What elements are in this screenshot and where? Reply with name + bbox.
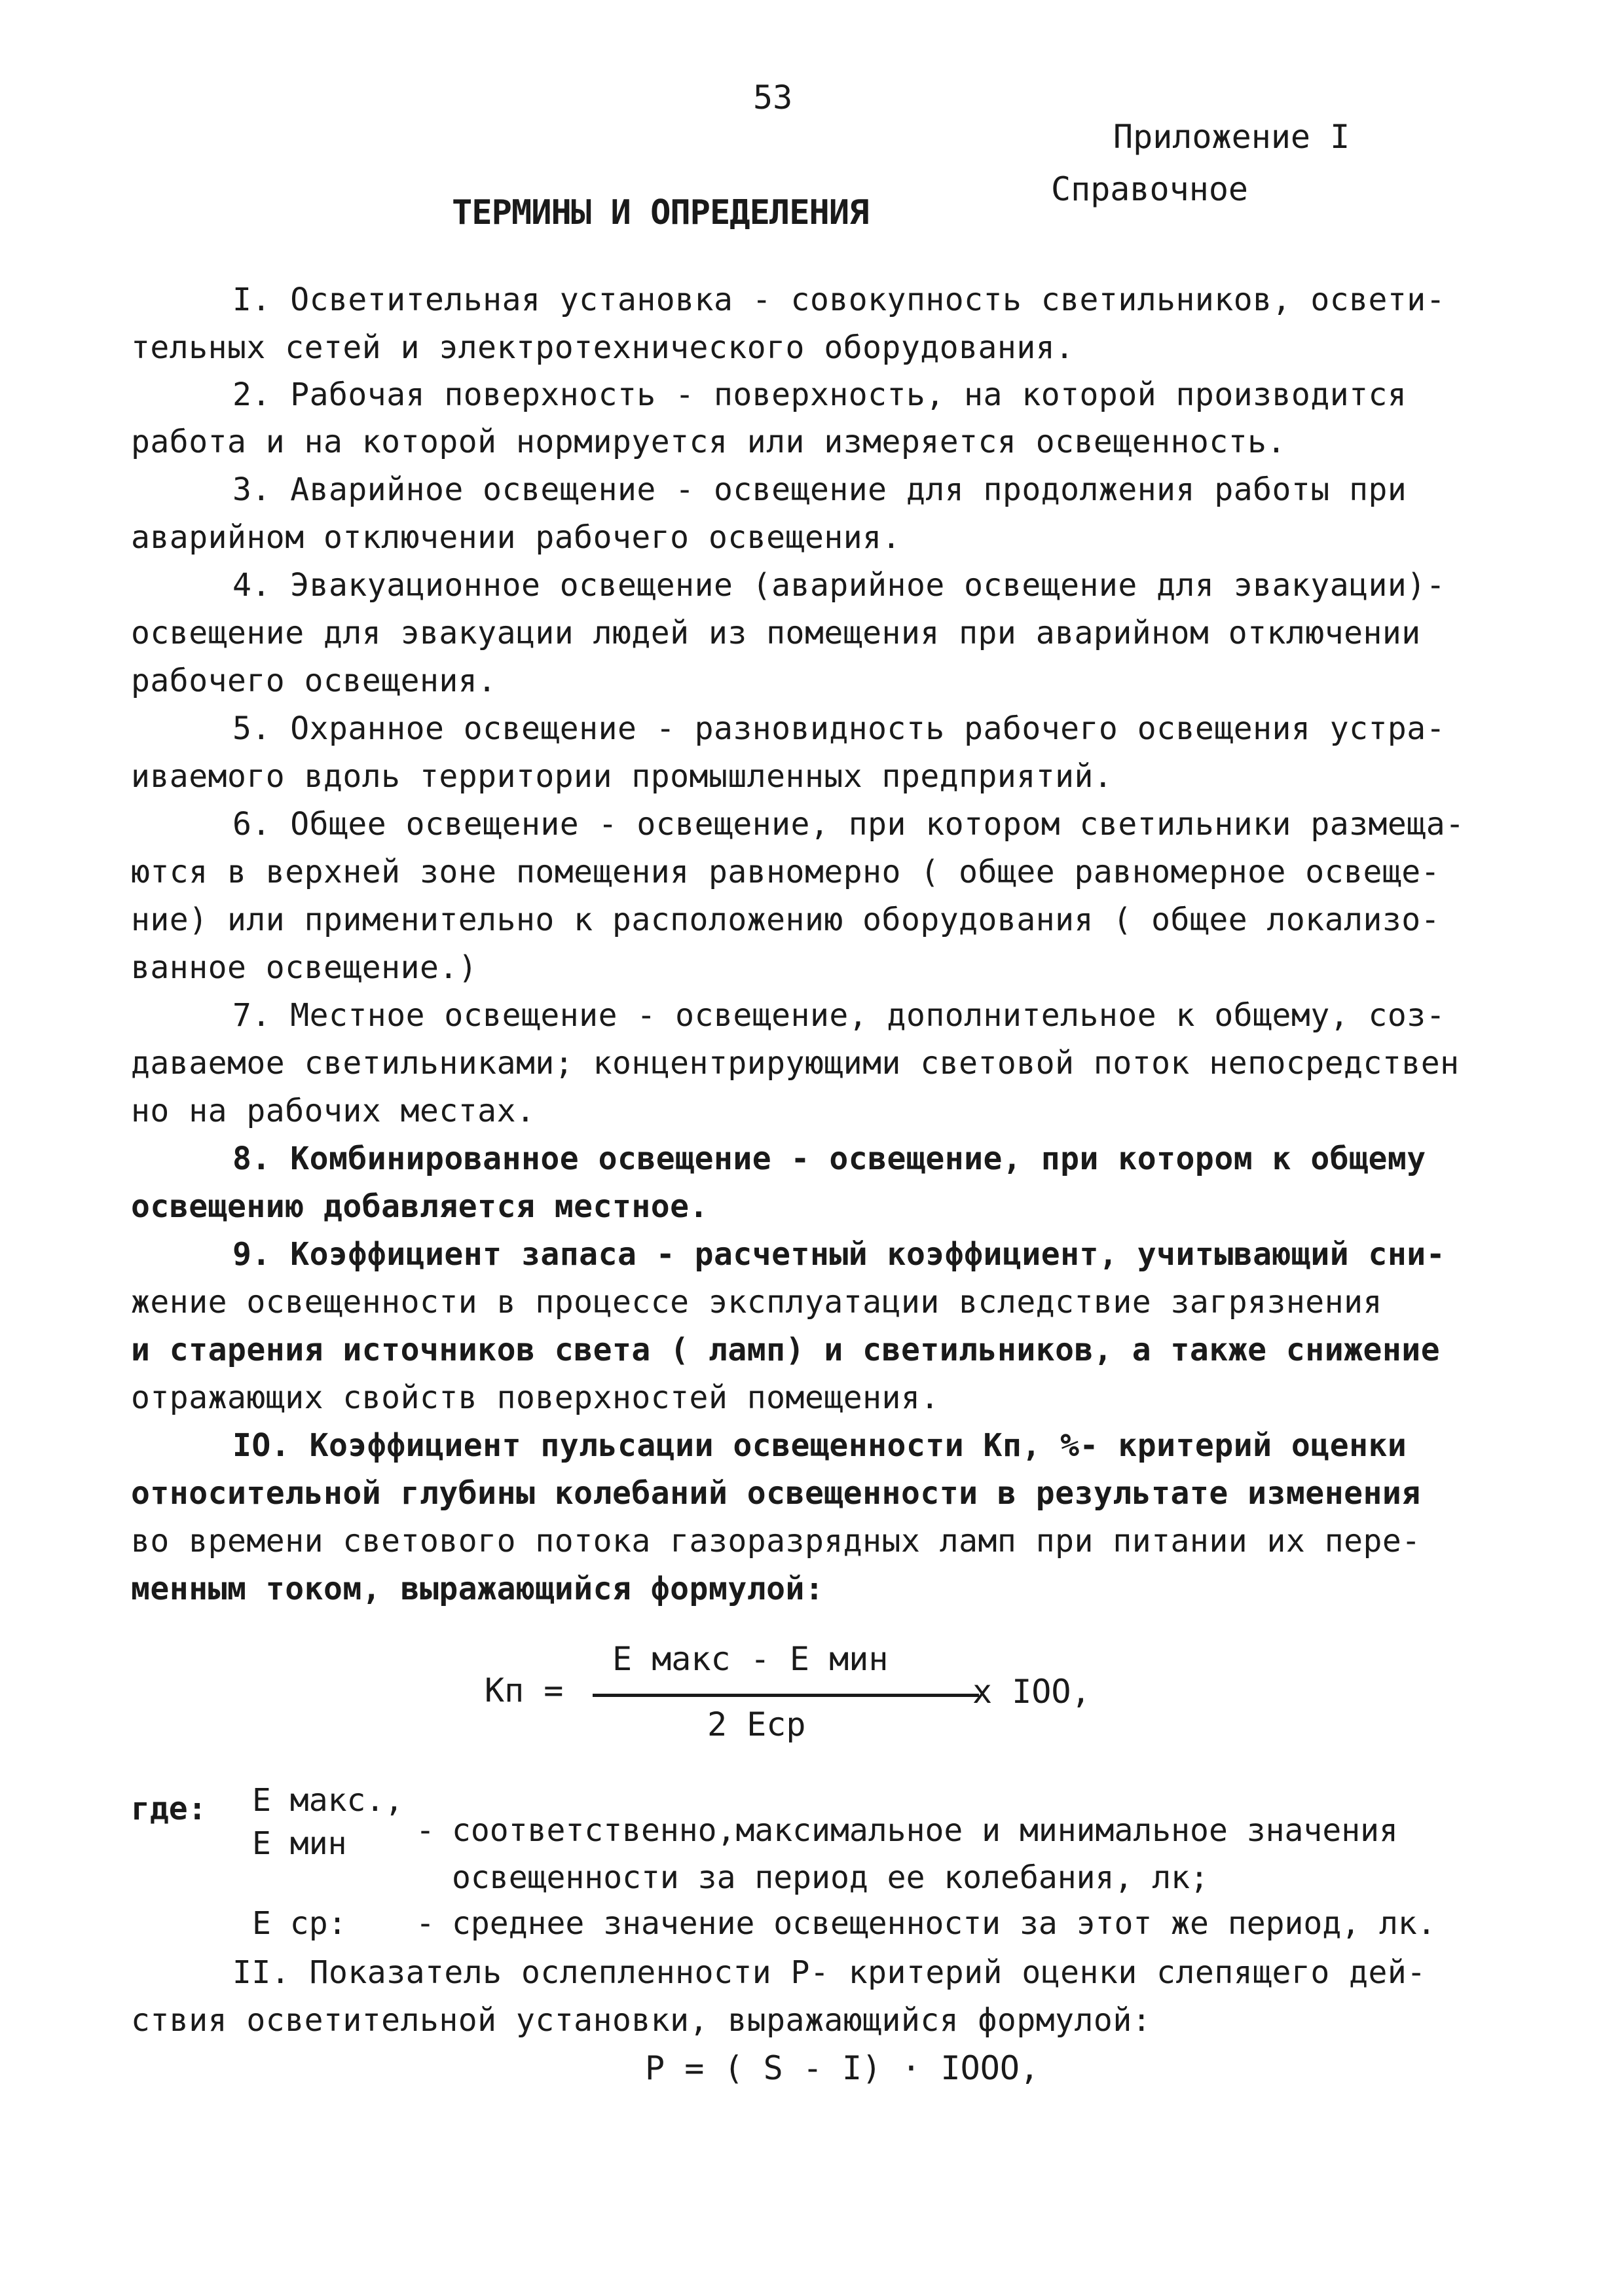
glare-formula: Р = ( S - I) · IOOO, — [645, 2049, 1040, 2087]
text-line: работа и на которой нормируется или измеряется освещенность. — [131, 424, 1286, 460]
text-line: менным током, выражающийся формулой: — [131, 1571, 824, 1607]
variable-description: освещенности за период ее колебания, лк; — [452, 1859, 1209, 1896]
text-line: относительной глубины колебаний освещенности в результате изменения — [131, 1475, 1421, 1512]
text-line: II. Показатель ослепленности Р- критерий оценки слепящего дей- — [232, 1954, 1426, 1991]
text-line: рабочего освещения. — [131, 663, 497, 699]
fraction-bar — [593, 1694, 979, 1697]
variable-e-max: Е макс., — [252, 1782, 404, 1819]
text-line: но на рабочих местах. — [131, 1093, 536, 1129]
text-line: аварийном отключении рабочего освещения. — [131, 519, 901, 556]
variable-description: среднее значение освещенности за этот же период, лк. — [452, 1905, 1436, 1942]
text-line: 3. Аварийное освещение - освещение для продолжения работы при — [232, 471, 1407, 508]
text-line: ние) или применительно к расположению оборудования ( общее локализо- — [131, 902, 1441, 938]
text-line: 2. Рабочая поверхность - поверхность, на которой производится — [232, 376, 1407, 413]
text-line: жение освещенности в процессе эксплуатации вследствие загрязнения — [131, 1284, 1382, 1321]
text-line: 9. Коэффициент запаса - расчетный коэффициент, учитывающий сни- — [232, 1236, 1446, 1273]
text-line: даваемое светильниками; концентрирующими световой поток непосредствен — [131, 1045, 1460, 1082]
text-line: ются в верхней зоне помещения равномерно ( общее равномерное освеще- — [131, 854, 1441, 890]
text-line: иваемого вдоль территории промышленных предприятий. — [131, 758, 1113, 795]
appendix-type: Справочное — [1051, 170, 1249, 208]
text-line: 7. Местное освещение - освещение, дополнительное к общему, соз- — [232, 997, 1446, 1034]
text-line: IO. Коэффициент пульсации освещенности Кп, %- критерий оценки — [232, 1427, 1407, 1464]
text-line: отражающих свойств поверхностей помещения. — [131, 1379, 940, 1416]
where-label: где: — [131, 1791, 207, 1827]
variable-e-avg: Е ср: — [252, 1905, 347, 1942]
text-line: освещение для эвакуации людей из помещения при аварийном отключении — [131, 615, 1421, 651]
text-line: ванное освещение.) — [131, 949, 478, 986]
variable-description: соответственно,максимальное и минимальное значения — [452, 1812, 1398, 1849]
dash: - — [416, 1905, 435, 1942]
text-line: 5. Охранное освещение - разновидность рабочего освещения устра- — [232, 710, 1446, 747]
appendix-label: Приложение I — [1113, 118, 1350, 156]
text-line: и старения источников света ( ламп) и светильников, а также снижение — [131, 1332, 1441, 1368]
text-line: 4. Эвакуационное освещение (аварийное освещение для эвакуации)- — [232, 567, 1446, 604]
formula-denominator: 2 Еср — [707, 1705, 806, 1743]
page-number: 53 — [753, 79, 793, 117]
text-line: 6. Общее освещение - освещение, при котором светильники размеща- — [232, 806, 1465, 843]
text-line: освещению добавляется местное. — [131, 1188, 709, 1225]
variable-e-min: Е мин — [252, 1825, 347, 1862]
dash: - — [416, 1812, 435, 1849]
formula-numerator: Е макс - Е мин — [612, 1640, 889, 1678]
text-line: I. Осветительная установка - совокупность светильников, освети- — [232, 282, 1446, 318]
text-line: 8. Комбинированное освещение - освещение, при котором к общему — [232, 1140, 1426, 1177]
page-title: ТЕРМИНЫ И ОПРЕДЕЛЕНИЯ — [452, 193, 869, 232]
formula-lhs: Кп = — [485, 1671, 564, 1709]
pulsation-formula — [485, 1640, 1139, 1771]
text-line: во времени светового потока газоразрядных ламп при питании их пере- — [131, 1523, 1421, 1559]
text-line: тельных сетей и электротехнического оборудования. — [131, 329, 1075, 366]
text-line: ствия осветительной установки, выражающийся формулой: — [131, 2002, 1152, 2039]
formula-multiplier: x IOO, — [972, 1673, 1091, 1711]
